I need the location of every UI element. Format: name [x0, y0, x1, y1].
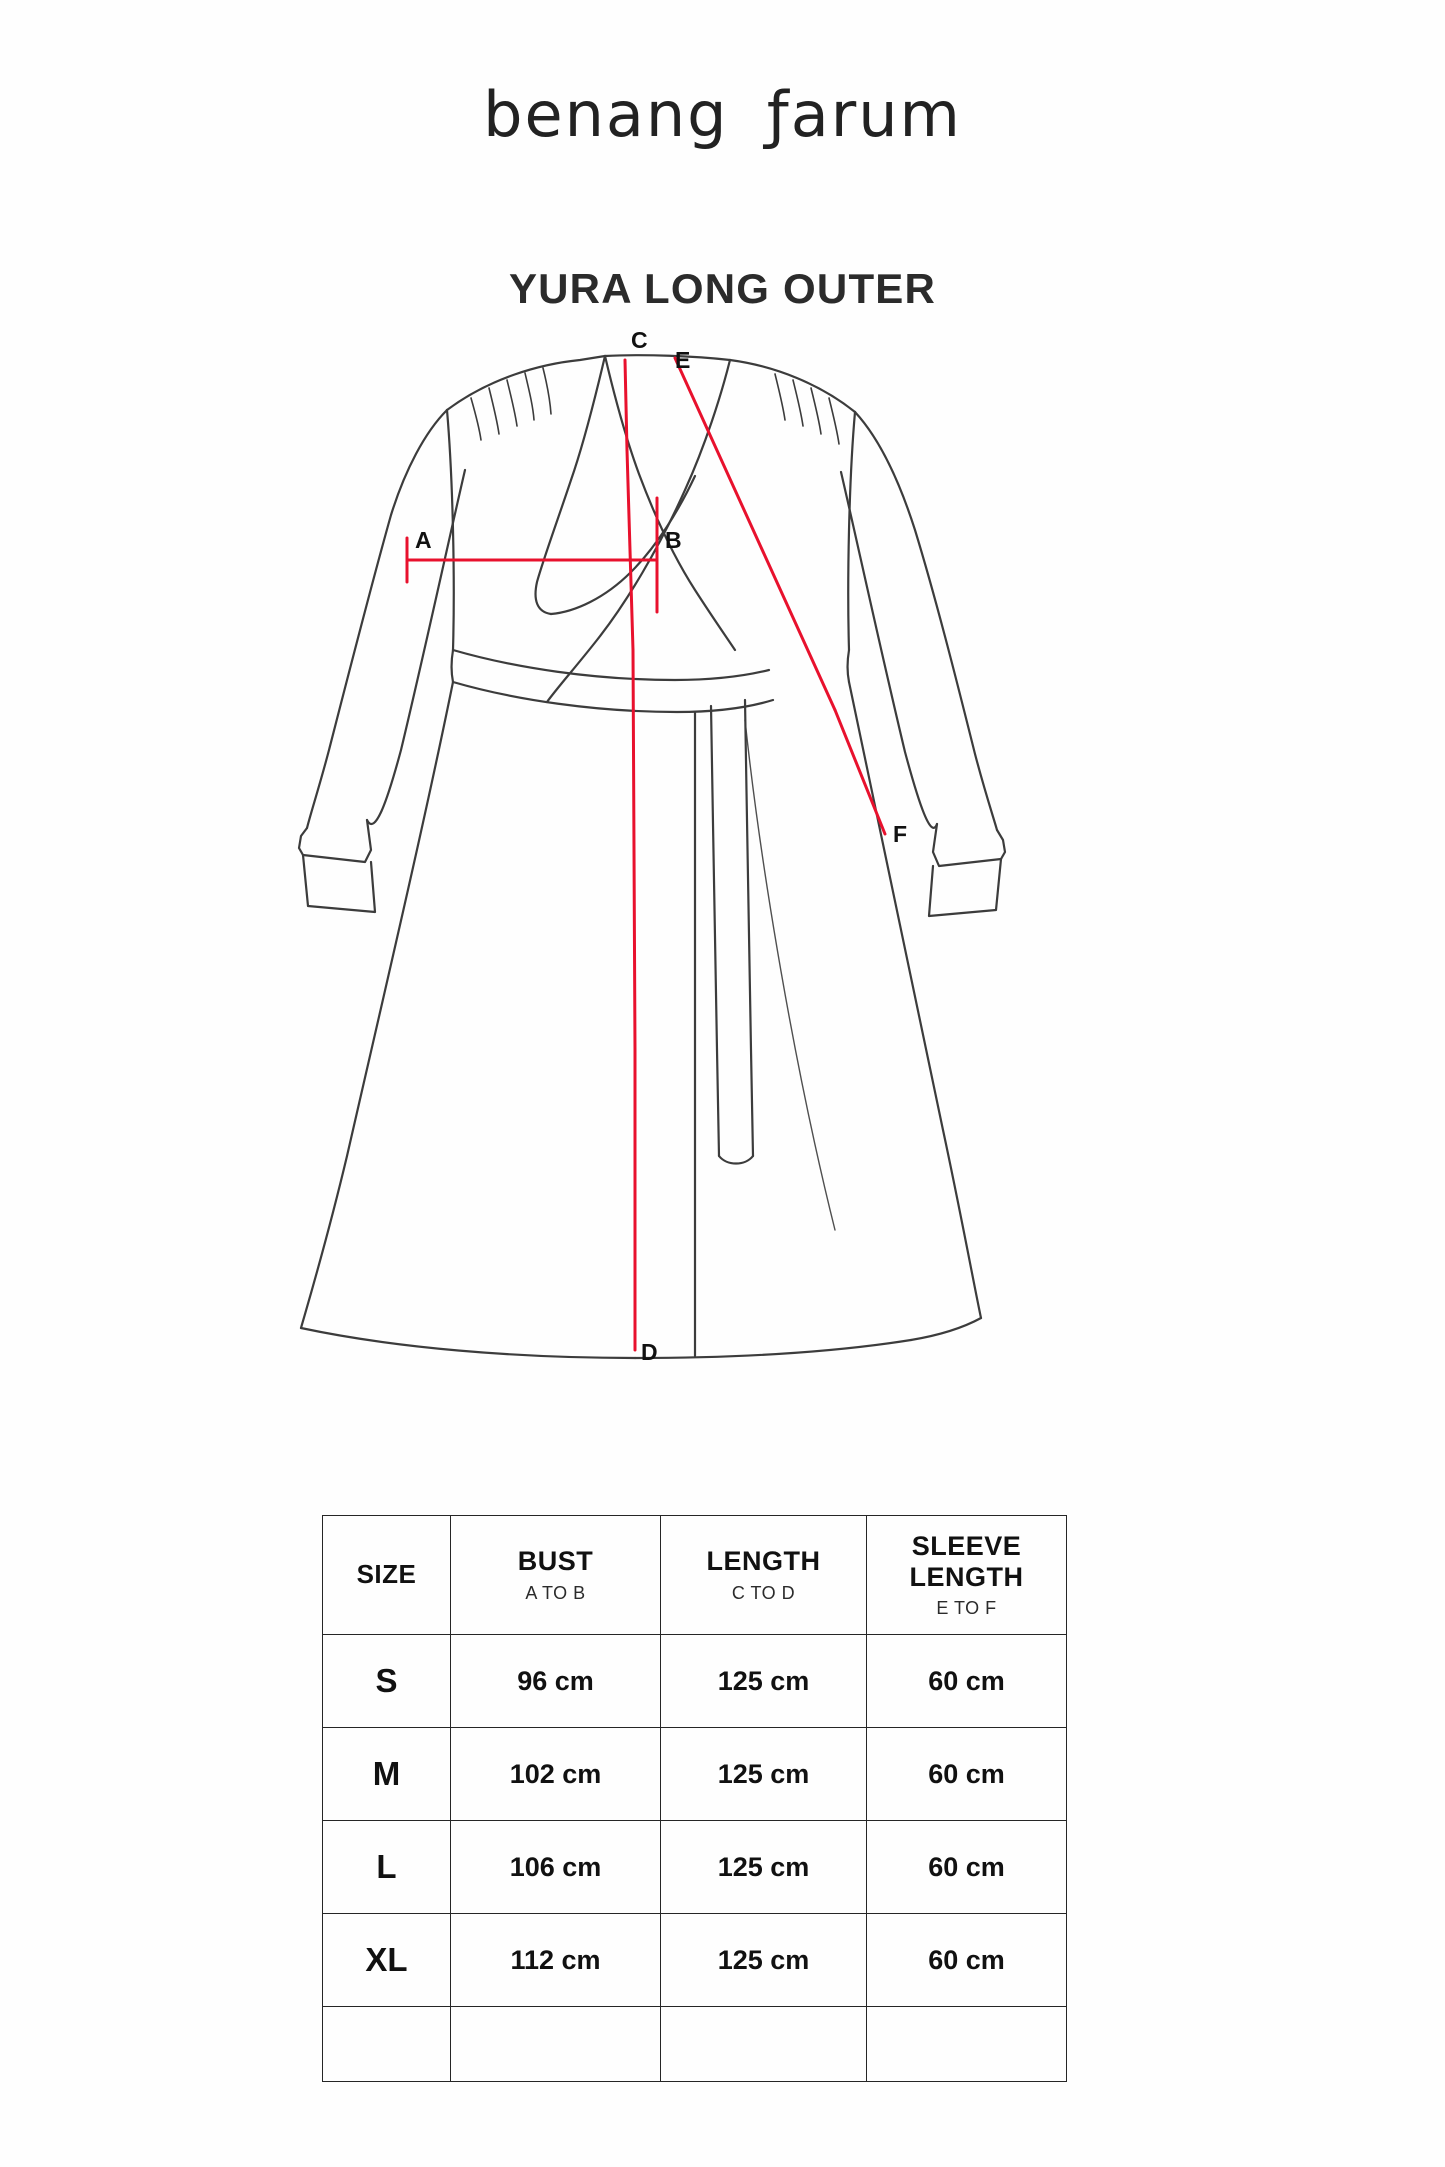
- cell-sleeve: 60 cm: [867, 1635, 1067, 1728]
- filler-cell: [323, 2007, 451, 2082]
- table-header-row: [323, 1516, 1067, 1635]
- brand-logo: [0, 78, 1445, 151]
- cell-bust: 106 cm: [451, 1821, 661, 1914]
- brand-word-one: benang: [483, 78, 729, 151]
- filler-cell: [661, 2007, 867, 2082]
- brand-logo-text: [483, 78, 962, 151]
- table-row: [323, 1914, 1067, 2007]
- garment-illustration: [275, 327, 1175, 1490]
- brand-word-two: ƒarum: [754, 78, 962, 151]
- point-label-c: C: [631, 327, 648, 353]
- table-row: [323, 1728, 1067, 1821]
- cell-length: 125 cm: [661, 1728, 867, 1821]
- header-bust: BUST A TO B: [451, 1516, 661, 1635]
- cell-size: XL: [323, 1914, 451, 2007]
- header-size: SIZE: [323, 1516, 451, 1635]
- table-row: [323, 1821, 1067, 1914]
- cell-size: M: [323, 1728, 451, 1821]
- point-label-d: D: [641, 1339, 658, 1365]
- cell-bust: 112 cm: [451, 1914, 661, 2007]
- cell-length: 125 cm: [661, 1821, 867, 1914]
- point-label-a: A: [415, 527, 432, 553]
- cell-sleeve: 60 cm: [867, 1728, 1067, 1821]
- header-length: LENGTH C TO D: [661, 1516, 867, 1635]
- size-table: [322, 1515, 1067, 2082]
- point-label-f: F: [893, 821, 908, 847]
- filler-cell: [867, 2007, 1067, 2082]
- cell-size: S: [323, 1635, 451, 1728]
- cell-sleeve: 60 cm: [867, 1914, 1067, 2007]
- table-filler-row: [323, 2007, 1067, 2082]
- table-row: [323, 1635, 1067, 1728]
- cell-bust: 102 cm: [451, 1728, 661, 1821]
- page-title: YURA LONG OUTER: [508, 265, 937, 312]
- cell-size: L: [323, 1821, 451, 1914]
- cell-length: 125 cm: [661, 1635, 867, 1728]
- cell-sleeve: 60 cm: [867, 1821, 1067, 1914]
- point-label-e: E: [675, 347, 691, 373]
- cell-length: 125 cm: [661, 1914, 867, 2007]
- cell-bust: 96 cm: [451, 1635, 661, 1728]
- point-label-b: B: [665, 527, 682, 553]
- filler-cell: [451, 2007, 661, 2082]
- header-sleeve-length: SLEEVE LENGTH E TO F: [867, 1516, 1067, 1635]
